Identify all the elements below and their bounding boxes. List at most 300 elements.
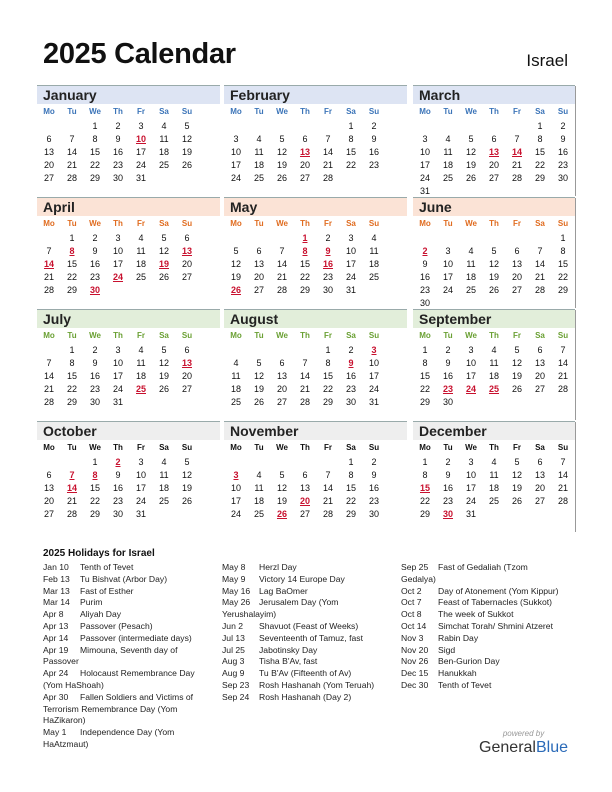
weekday-label: Fr [324,443,332,452]
calendar-day: 14 [557,470,568,480]
calendar-day: 25 [230,397,241,407]
calendar-day: 19 [488,272,499,282]
holiday-date: Dec 15 [401,668,429,679]
weekday-label: Mo [419,331,431,340]
month-name: October [43,423,97,439]
calendar-day: 5 [184,457,190,467]
month-december [413,421,575,533]
calendar-day: 3 [422,134,428,144]
powered-by-text: powered by [502,729,545,738]
weekday-label: We [89,331,101,340]
holiday-name: Tu Bishvat (Arbor Day) [80,573,168,584]
holiday-day: 16 [322,259,333,269]
calendar-day: 23 [322,272,333,282]
weekday-label: We [89,107,101,116]
calendar-day: 2 [348,345,354,355]
holiday-date: Sep 25 [401,562,429,572]
calendar-day: 15 [322,371,333,381]
divider [575,310,576,420]
weekday-label: Th [113,331,123,340]
calendar-day: 19 [511,483,522,493]
calendar-day: 21 [557,483,568,493]
calendar-day: 1 [92,457,98,467]
calendar-day: 27 [253,285,264,295]
holiday-item [222,562,394,574]
calendar-day: 18 [368,259,379,269]
calendar-day: 18 [465,272,476,282]
holiday-day: 10 [135,134,146,144]
holiday-item [401,645,576,657]
calendar-day: 16 [557,147,568,157]
calendar-day: 16 [419,272,430,282]
calendar-day: 31 [135,173,146,183]
weekday-label: Su [368,443,380,452]
weekday-label: Sa [346,107,356,116]
calendar-day: 24 [419,173,430,183]
holiday-date: Jul 25 [222,644,245,655]
calendar-day: 19 [158,371,169,381]
calendar-day: 12 [181,134,192,144]
holiday-column [43,562,215,751]
page-title: 2025 Calendar [43,38,236,70]
calendar-day: 16 [89,371,100,381]
holiday-date: Apr 24 [43,668,69,679]
calendar-day: 11 [136,358,146,368]
weekday-label: Tu [443,443,453,452]
month-april [37,197,220,309]
weekday-label: We [465,219,477,228]
weekday-label: Th [300,331,310,340]
holiday-name: Passover (intermediate days) [80,632,192,643]
holiday-date: Jan 10 [43,562,69,572]
weekday-label: Tu [67,443,77,452]
holiday-name: Feast of Tabernacles (Sukkot) [438,597,553,608]
holiday-day: 2 [115,457,121,467]
month-name: July [43,311,72,327]
calendar-day: 7 [69,134,75,144]
calendar-day: 10 [230,147,241,157]
calendar-day: 30 [112,509,123,519]
calendar-day: 24 [442,285,453,295]
holiday-name-continued: HaZikaron) [43,715,86,726]
calendar-day: 30 [557,173,568,183]
calendar-day: 28 [322,173,333,183]
holiday-item [401,609,576,621]
weekday-label: Tu [67,107,77,116]
month-november [224,421,407,533]
holiday-date: Apr 14 [43,632,69,643]
calendar-day: 19 [276,496,287,506]
calendar-day: 26 [158,384,169,394]
calendar-day: 12 [181,470,192,480]
calendar-day: 28 [299,397,310,407]
calendar-day: 8 [537,134,543,144]
weekday-label: Fr [137,107,145,116]
calendar-day: 9 [371,134,377,144]
month-september [413,309,575,421]
calendar-day: 12 [158,246,169,256]
calendar-day: 22 [322,384,333,394]
month-june [413,197,575,309]
calendar-day: 2 [115,121,121,131]
holiday-date: Oct 14 [401,620,427,631]
holiday-name: Herzl Day [259,562,297,572]
calendar-day: 28 [43,397,54,407]
calendar-day: 14 [322,147,333,157]
calendar-day: 18 [253,496,264,506]
calendar-day: 25 [368,272,379,282]
calendar-day: 21 [66,160,77,170]
calendar-day: 17 [135,147,146,157]
calendar-day: 31 [419,186,430,196]
calendar-day: 22 [557,272,568,282]
calendar-day: 27 [511,285,522,295]
holiday-date: Feb 13 [43,573,70,584]
calendar-day: 27 [534,384,545,394]
holiday-name: Mimouna, Seventh day of [80,644,178,655]
month-header [413,421,575,440]
holiday-day: 13 [181,246,192,256]
holiday-name: Shavuot (Feast of Weeks) [259,620,359,631]
weekday-label: Sa [535,219,545,228]
calendar-day: 4 [468,246,474,256]
weekday-label: We [89,443,101,452]
calendar-day: 2 [325,233,331,243]
calendar-day: 22 [419,496,430,506]
calendar-day: 10 [465,470,476,480]
month-january [37,85,220,197]
holiday-date: Apr 19 [43,644,69,655]
calendar-day: 28 [66,509,77,519]
weekday-label: Fr [513,443,521,452]
calendar-day: 1 [422,457,428,467]
holiday-day: 14 [511,147,522,157]
calendar-day: 25 [253,509,264,519]
calendar-day: 25 [158,160,169,170]
calendar-day: 14 [534,259,545,269]
calendar-day: 19 [230,272,241,282]
calendar-day: 27 [43,509,54,519]
weekday-label: Th [300,219,310,228]
weekday-label: We [276,219,288,228]
calendar-day: 2 [371,457,377,467]
calendar-day: 9 [92,246,98,256]
calendar-day: 13 [534,470,545,480]
holiday-day: 8 [69,246,75,256]
calendar-day: 5 [468,134,474,144]
month-march [413,85,575,197]
calendar-day: 7 [325,470,331,480]
calendar-day: 28 [322,509,333,519]
holiday-item [43,597,215,609]
calendar-day: 22 [534,160,545,170]
calendar-day: 10 [230,483,241,493]
calendar-day: 21 [276,272,287,282]
holiday-name: Tisha B'Av, fast [259,656,318,667]
calendar-day: 4 [256,134,262,144]
calendar-day: 10 [368,358,379,368]
calendar-day: 23 [112,160,123,170]
calendar-day: 21 [43,272,54,282]
weekday-label: Mo [230,443,242,452]
calendar-day: 26 [181,160,192,170]
calendar-day: 29 [89,173,100,183]
calendar-day: 22 [89,496,100,506]
calendar-day: 17 [465,483,476,493]
calendar-day: 13 [43,147,54,157]
calendar-day: 21 [534,272,545,282]
brand-name: GeneralBlue [479,739,568,756]
holiday-item [222,597,394,609]
calendar-day: 23 [112,496,123,506]
holiday-date: Oct 2 [401,585,422,596]
calendar-day: 3 [233,134,239,144]
holiday-item [222,692,394,704]
calendar-day: 20 [43,160,54,170]
calendar-day: 26 [511,384,522,394]
holiday-date: Mar 13 [43,585,70,596]
weekday-label: We [276,107,288,116]
holiday-day: 30 [442,509,453,519]
calendar-day: 29 [419,397,430,407]
holiday-name-continued: Passover [43,656,79,667]
calendar-day: 17 [135,483,146,493]
weekday-label: Su [368,219,380,228]
calendar-day: 24 [465,496,476,506]
calendar-day: 20 [181,259,192,269]
calendar-day: 10 [112,358,123,368]
calendar-day: 22 [345,160,356,170]
holiday-name: Day of Atonement (Yom Kippur) [438,585,559,596]
month-august [224,309,407,421]
month-name: June [419,199,452,215]
calendar-day: 19 [181,147,192,157]
holiday-day: 7 [69,470,75,480]
holiday-item [401,633,576,645]
calendar-day: 28 [557,384,568,394]
calendar-day: 26 [511,496,522,506]
calendar-day: 16 [368,483,379,493]
weekday-label: Fr [324,331,332,340]
calendar-day: 23 [89,384,100,394]
holiday-item [222,656,394,668]
calendar-day: 14 [299,371,310,381]
calendar-day: 24 [230,509,241,519]
calendar-day: 2 [445,345,451,355]
calendar-day: 1 [537,121,543,131]
calendar-day: 18 [442,160,453,170]
holiday-day: 25 [488,384,499,394]
calendar-day: 19 [181,483,192,493]
holiday-name: The week of Sukkot [438,609,514,620]
calendar-day: 20 [534,483,545,493]
calendar-day: 7 [560,345,566,355]
holiday-name-continued: Yerushalayim) [222,609,277,620]
calendar-day: 1 [92,121,98,131]
calendar-day: 22 [66,384,77,394]
weekday-label: Mo [230,331,242,340]
holiday-item [43,645,215,657]
divider [575,198,576,308]
weekday-label: Fr [324,107,332,116]
calendar-day: 20 [534,371,545,381]
calendar-day: 29 [419,509,430,519]
weekday-label: Mo [43,219,55,228]
brand-logo[interactable] [479,729,568,757]
holiday-item [43,574,215,586]
holiday-item [222,633,394,645]
holiday-name: Tenth of Tevet [80,562,134,572]
weekday-label: Tu [443,219,453,228]
holiday-item [401,680,576,692]
calendar-day: 23 [345,384,356,394]
calendar-day: 6 [302,134,308,144]
calendar-day: 15 [89,483,100,493]
holiday-column [222,562,394,704]
calendar-day: 10 [112,246,123,256]
calendar-day: 14 [557,358,568,368]
weekday-label: Fr [513,331,521,340]
month-header [37,197,220,216]
weekday-label: Mo [230,219,242,228]
calendar-day: 19 [253,384,264,394]
calendar-day: 24 [368,384,379,394]
calendar-day: 11 [254,483,264,493]
holiday-name: Tu B'Av (Fifteenth of Av) [259,668,352,679]
weekday-label: We [465,107,477,116]
calendar-day: 5 [161,233,167,243]
holiday-day: 19 [158,259,169,269]
calendar-day: 2 [371,121,377,131]
calendar-day: 13 [276,371,287,381]
calendar-day: 9 [445,358,451,368]
holiday-item [43,668,215,680]
holiday-item [43,562,215,574]
calendar-day: 16 [112,147,123,157]
holiday-item [222,586,394,598]
calendar-day: 19 [511,371,522,381]
calendar-day: 20 [253,272,264,282]
calendar-day: 17 [112,371,123,381]
calendar-day: 27 [43,173,54,183]
holiday-date: Oct 7 [401,597,422,608]
weekday-label: We [89,219,101,228]
weekday-label: Mo [43,331,55,340]
calendar-day: 15 [557,259,568,269]
holiday-date: May 8 [222,562,246,572]
calendar-day: 3 [468,345,474,355]
holiday-name: Jerusalem Day (Yom [259,597,339,608]
calendar-day: 29 [345,509,356,519]
holiday-name: Holocaust Remembrance Day [80,668,195,679]
holiday-date: Nov 26 [401,656,429,667]
calendar-day: 28 [511,173,522,183]
month-header [37,309,220,328]
calendar-day: 8 [92,134,98,144]
calendar-day: 3 [138,457,144,467]
calendar-day: 21 [299,384,310,394]
holiday-item [222,574,394,586]
weekday-label: Sa [535,331,545,340]
holiday-column [401,562,576,692]
calendar-day: 7 [302,358,308,368]
weekday-label: Sa [159,107,169,116]
calendar-day: 17 [230,160,241,170]
calendar-day: 22 [299,272,310,282]
calendar-day: 24 [230,173,241,183]
calendar-day: 16 [442,483,453,493]
calendar-day: 23 [368,496,379,506]
calendar-day: 16 [345,371,356,381]
calendar-day: 23 [419,285,430,295]
calendar-day: 17 [368,371,379,381]
holiday-day: 13 [299,147,310,157]
holiday-name: Independence Day (Yom [80,727,175,738]
holiday-date: May 9 [222,573,246,584]
holiday-item [401,668,576,680]
calendar-day: 17 [345,259,356,269]
calendar-day: 14 [276,259,287,269]
weekday-label: Mo [419,443,431,452]
calendar-day: 8 [422,358,428,368]
calendar-day: 12 [465,147,476,157]
calendar-day: 1 [69,345,75,355]
calendar-day: 9 [115,134,121,144]
calendar-day: 7 [325,134,331,144]
calendar-day: 23 [442,496,453,506]
calendar-day: 11 [369,246,379,256]
holiday-day: 8 [302,246,308,256]
calendar-day: 5 [279,470,285,480]
holiday-item [43,727,215,739]
calendar-day: 24 [345,272,356,282]
calendar-day: 27 [276,397,287,407]
calendar-day: 15 [345,147,356,157]
calendar-day: 7 [560,457,566,467]
calendar-day: 5 [256,358,262,368]
calendar-day: 13 [534,358,545,368]
calendar-day: 1 [348,457,354,467]
calendar-day: 17 [419,160,430,170]
weekday-label: Tu [254,107,264,116]
calendar-day: 30 [345,397,356,407]
calendar-day: 28 [66,173,77,183]
calendar-day: 31 [465,509,476,519]
holiday-name-continued: Gedalya) [401,573,436,584]
calendar-day: 7 [46,358,52,368]
calendar-day: 15 [419,371,430,381]
holiday-name: Lag BaOmer [259,585,308,596]
calendar-day: 9 [445,470,451,480]
calendar-day: 30 [322,285,333,295]
calendar-day: 2 [92,233,98,243]
calendar-day: 11 [254,147,264,157]
calendar-day: 15 [66,371,77,381]
calendar-day: 1 [69,233,75,243]
calendar-day: 28 [276,285,287,295]
calendar-day: 9 [371,470,377,480]
holiday-name: Passover (Pesach) [80,620,153,631]
calendar-day: 9 [560,134,566,144]
holiday-item [43,609,215,621]
month-header [37,85,220,104]
calendar-day: 6 [46,134,52,144]
calendar-day: 5 [279,134,285,144]
holiday-date: May 16 [222,585,251,596]
weekday-label: Fr [513,219,521,228]
weekday-label: Su [181,331,193,340]
holiday-day: 24 [112,272,123,282]
